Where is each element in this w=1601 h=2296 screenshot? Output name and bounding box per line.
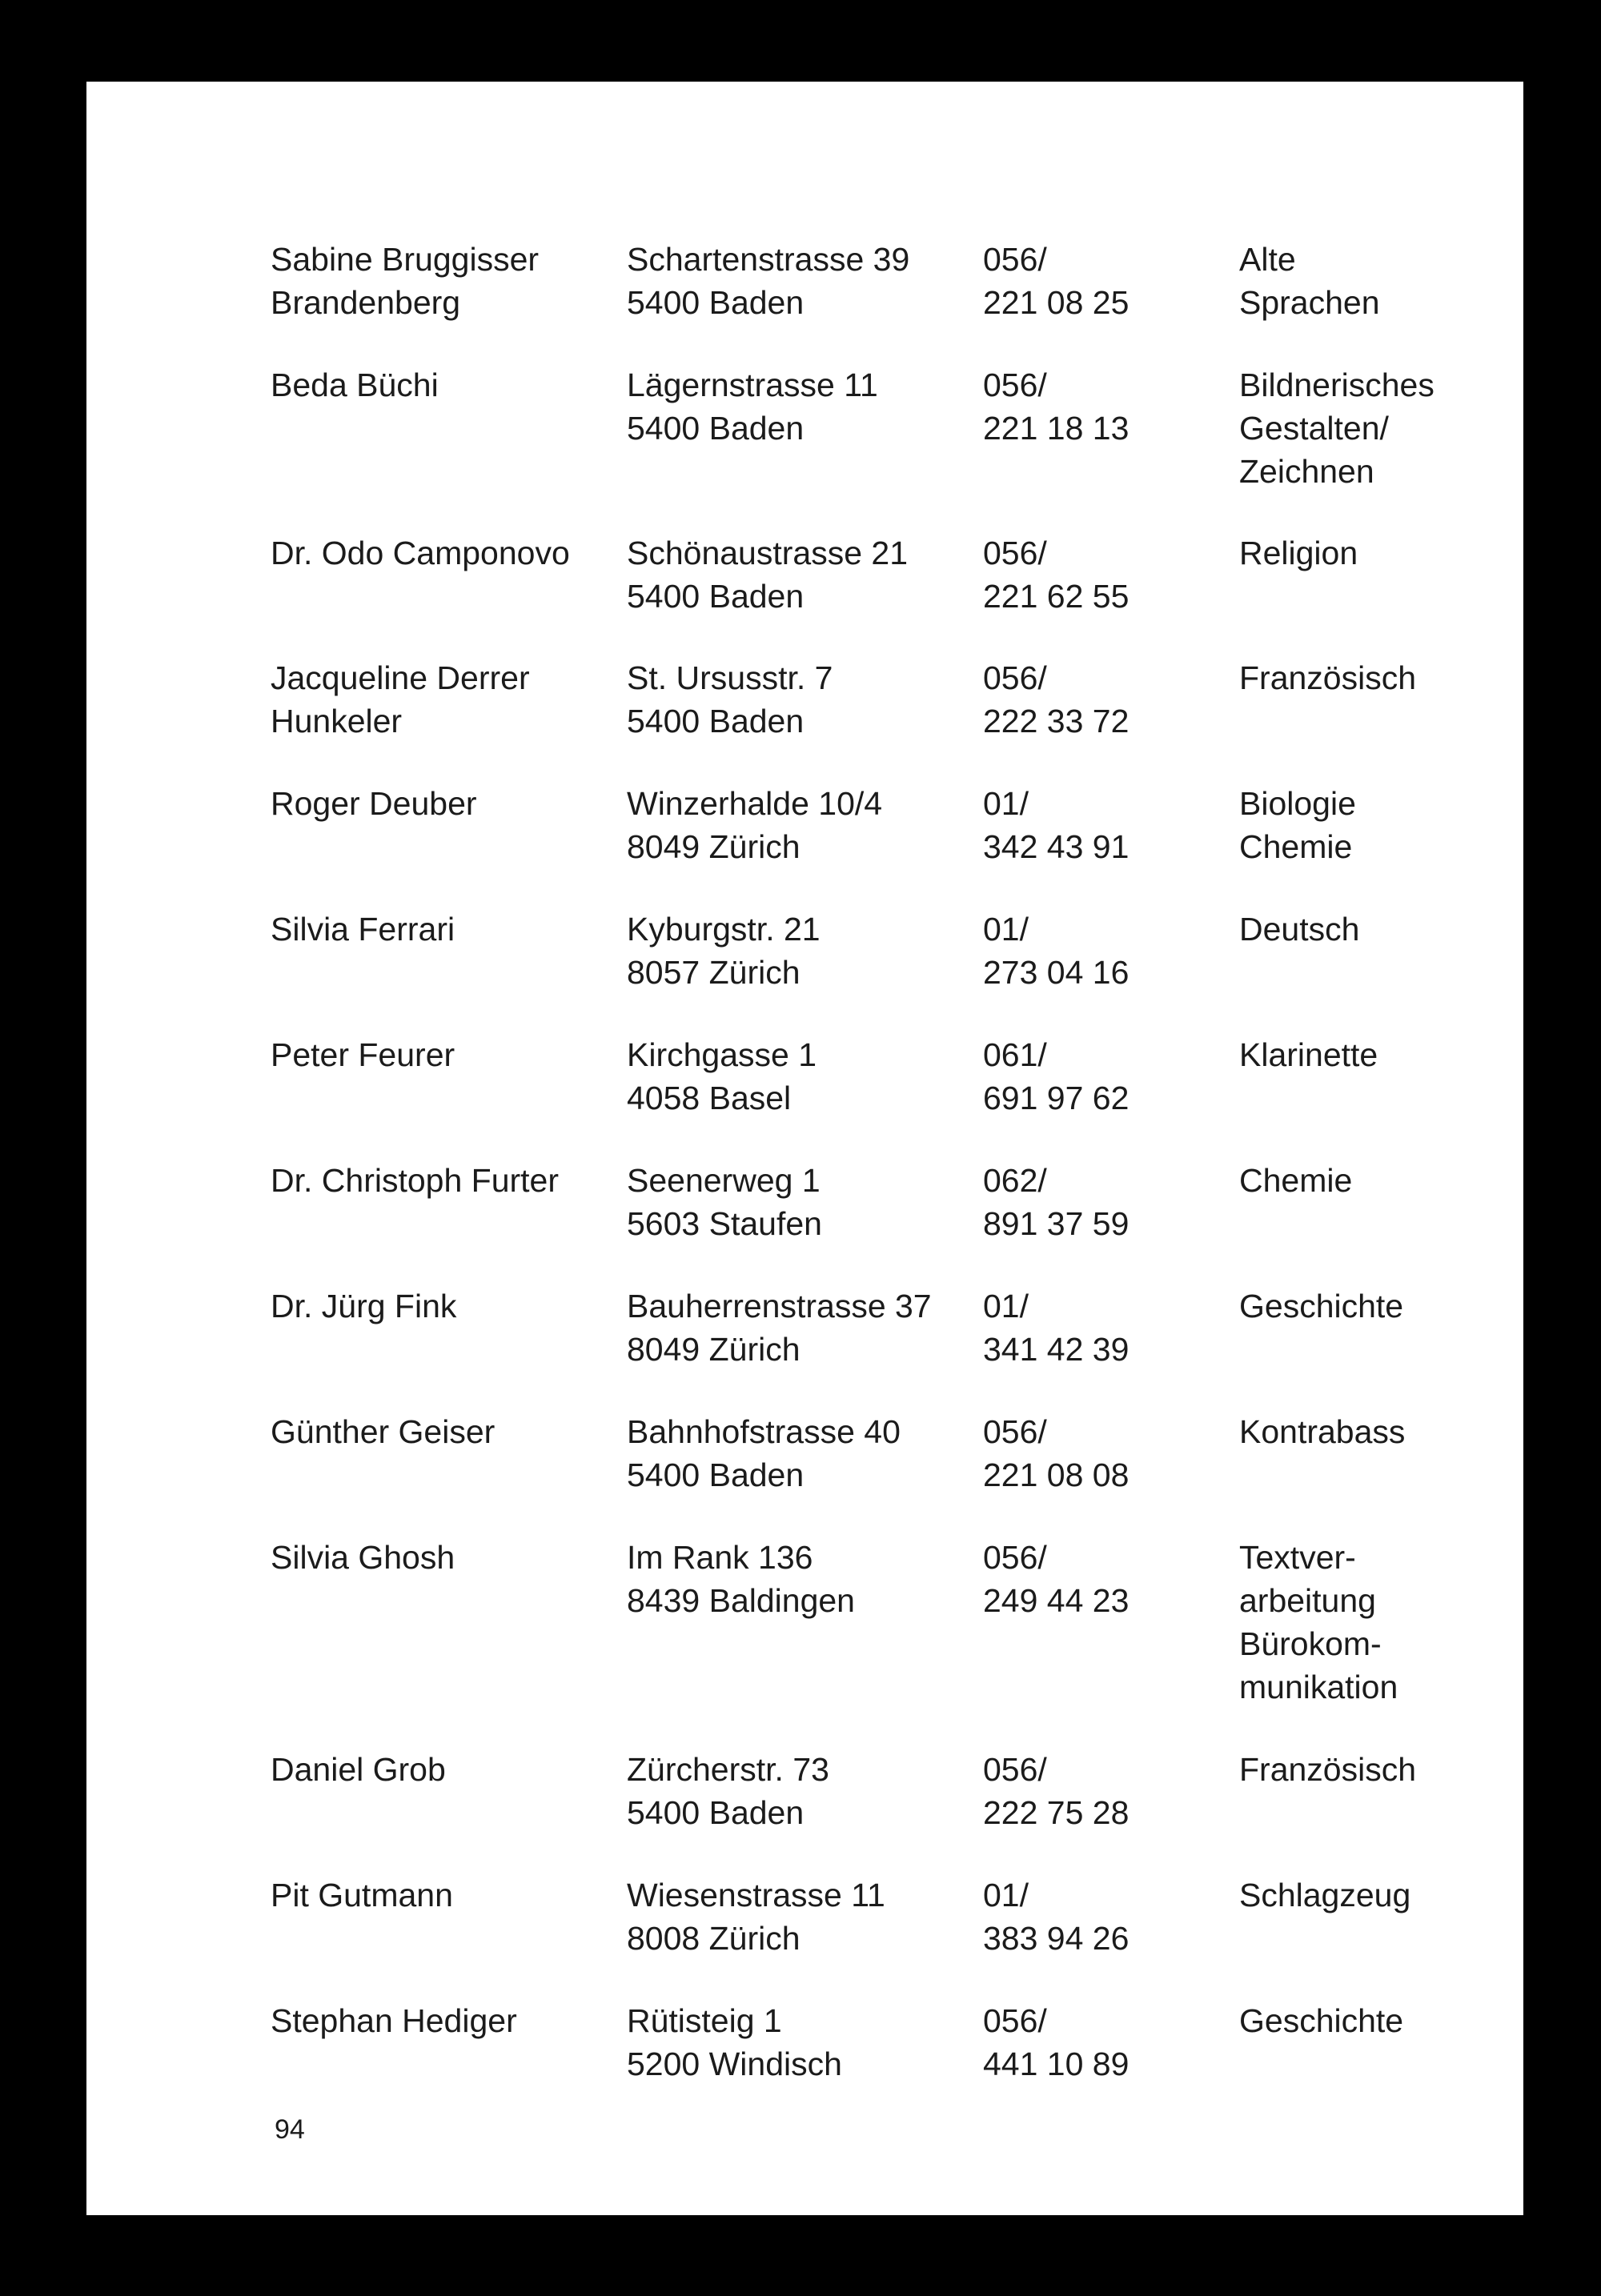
entry-address — [627, 238, 909, 324]
entry-phone — [983, 1748, 1129, 1834]
entry-phone — [983, 1284, 1129, 1371]
entry-subject — [1239, 238, 1380, 324]
entry-phone-line: 056/ — [983, 2002, 1047, 2039]
entry-address-line: Kyburgstr. 21 — [627, 911, 821, 948]
entry-phone — [983, 1159, 1129, 1245]
document-page — [86, 82, 1523, 2215]
entry-phone-line: 01/ — [983, 911, 1029, 948]
entry-subject-line: Gestalten/ — [1239, 410, 1389, 447]
entry-phone — [983, 782, 1129, 868]
entry-name-line: Brandenberg — [271, 284, 461, 321]
entry-address-line: Im Rank 136 — [627, 1539, 813, 1576]
entry-phone-line: 061/ — [983, 1036, 1047, 1073]
entry-subject-line: Religion — [1239, 535, 1358, 571]
entry-phone-line: 056/ — [983, 659, 1047, 696]
entry-name — [271, 782, 477, 825]
entry-address-line: Bahnhofstrasse 40 — [627, 1413, 901, 1450]
entry-subject — [1239, 656, 1416, 699]
entry-phone-line: 056/ — [983, 1539, 1047, 1576]
entry-subject — [1239, 1999, 1403, 2042]
entry-phone-line: 221 08 25 — [983, 284, 1130, 321]
entry-name-line: Pit Gutmann — [271, 1877, 453, 1913]
entry-phone-line: 222 33 72 — [983, 703, 1130, 739]
entry-subject — [1239, 1873, 1410, 1917]
entry-subject-line: arbeitung — [1239, 1582, 1376, 1619]
entry-subject-line: Schlagzeug — [1239, 1877, 1411, 1913]
entry-address-line: Seenerweg 1 — [627, 1162, 821, 1199]
entry-phone-line: 691 97 62 — [983, 1080, 1130, 1116]
entry-subject-line: Kontrabass — [1239, 1413, 1406, 1450]
entry-address-line: Schartenstrasse 39 — [627, 241, 910, 278]
entry-phone-line: 056/ — [983, 535, 1047, 571]
entry-address-line: 5400 Baden — [627, 410, 805, 447]
entry-address — [627, 1159, 822, 1245]
entry-phone — [983, 1873, 1129, 1960]
entry-phone-line: 221 08 08 — [983, 1457, 1130, 1493]
entry-phone-line: 056/ — [983, 241, 1047, 278]
entry-address-line: 8049 Zürich — [627, 828, 800, 865]
entry-address-line: Rütisteig 1 — [627, 2002, 782, 2039]
entry-name — [271, 363, 439, 407]
entry-address-line: 4058 Basel — [627, 1080, 792, 1116]
entry-subject-line: munikation — [1239, 1669, 1398, 1705]
entry-address-line: 5400 Baden — [627, 1794, 805, 1831]
entry-address-line: Wiesenstrasse 11 — [627, 1877, 885, 1913]
entry-subject — [1239, 782, 1356, 868]
entry-address — [627, 1748, 829, 1834]
entry-address — [627, 782, 882, 868]
entry-address-line: Schönaustrasse 21 — [627, 535, 909, 571]
entry-phone-line: 249 44 23 — [983, 1582, 1130, 1619]
entry-address — [627, 1536, 855, 1622]
entry-subject-line: Alte — [1239, 241, 1296, 278]
entry-phone — [983, 908, 1129, 994]
entry-name — [271, 1873, 453, 1917]
entry-name — [271, 1536, 455, 1579]
entry-address — [627, 656, 833, 743]
entry-phone-line: 341 42 39 — [983, 1331, 1130, 1368]
entry-phone — [983, 363, 1129, 450]
entry-address-line: 5200 Windisch — [627, 2046, 842, 2082]
entry-phone — [983, 1033, 1129, 1120]
entry-subject — [1239, 1748, 1416, 1791]
entry-subject — [1239, 1033, 1378, 1076]
entry-address — [627, 363, 878, 450]
entry-name-line: Silvia Ghosh — [271, 1539, 455, 1576]
entry-address-line: St. Ursusstr. 7 — [627, 659, 833, 696]
entry-address-line: 5400 Baden — [627, 703, 805, 739]
entry-phone — [983, 238, 1129, 324]
entry-address — [627, 1873, 885, 1960]
entry-phone — [983, 1999, 1129, 2086]
entry-address-line: 8049 Zürich — [627, 1331, 800, 1368]
entry-address-line: 8439 Baldingen — [627, 1582, 855, 1619]
entry-address — [627, 531, 908, 618]
entry-address-line: 5400 Baden — [627, 284, 805, 321]
entry-name-line: Dr. Christoph Furter — [271, 1162, 559, 1199]
entry-subject-line: Französisch — [1239, 659, 1417, 696]
entry-name-line: Dr. Jürg Fink — [271, 1288, 457, 1324]
entry-address-line: 5400 Baden — [627, 1457, 805, 1493]
entry-subject — [1239, 363, 1434, 493]
entry-address — [627, 1410, 901, 1497]
entry-address-line: Bauherrenstrasse 37 — [627, 1288, 932, 1324]
entry-phone-line: 222 75 28 — [983, 1794, 1130, 1831]
entry-name-line: Beda Büchi — [271, 367, 439, 403]
entry-phone-line: 01/ — [983, 1288, 1029, 1324]
entry-subject-line: Klarinette — [1239, 1036, 1378, 1073]
entry-phone-line: 441 10 89 — [983, 2046, 1130, 2082]
entry-name — [271, 531, 570, 575]
entry-phone-line: 056/ — [983, 1413, 1047, 1450]
entry-address — [627, 1999, 842, 2086]
entry-address-line: 8057 Zürich — [627, 954, 800, 991]
entry-name — [271, 1410, 495, 1453]
entry-address-line: 5400 Baden — [627, 578, 805, 615]
entry-address — [627, 908, 821, 994]
entry-phone-line: 056/ — [983, 1751, 1047, 1788]
entry-address-line: 8008 Zürich — [627, 1920, 800, 1957]
entry-address — [627, 1033, 817, 1120]
entry-subject-line: Chemie — [1239, 828, 1353, 865]
entry-phone — [983, 1536, 1129, 1622]
entry-subject — [1239, 1159, 1352, 1202]
entry-phone-line: 221 18 13 — [983, 410, 1130, 447]
entry-name-line: Dr. Odo Camponovo — [271, 535, 570, 571]
entry-subject-line: Geschichte — [1239, 1288, 1404, 1324]
entry-phone-line: 891 37 59 — [983, 1205, 1130, 1242]
entry-name-line: Peter Feurer — [271, 1036, 455, 1073]
entry-subject-line: Deutsch — [1239, 911, 1360, 948]
entry-address-line: Kirchgasse 1 — [627, 1036, 817, 1073]
entry-address-line: 5603 Staufen — [627, 1205, 822, 1242]
entry-phone-line: 221 62 55 — [983, 578, 1130, 615]
entry-name — [271, 1748, 446, 1791]
entry-subject — [1239, 1410, 1405, 1453]
entry-subject — [1239, 1536, 1398, 1709]
entry-phone — [983, 1410, 1129, 1497]
entry-name — [271, 908, 455, 951]
entry-subject — [1239, 908, 1359, 951]
entry-address-line: Lägernstrasse 11 — [627, 367, 878, 403]
entry-phone-line: 056/ — [983, 367, 1047, 403]
entry-name-line: Jacqueline Derrer — [271, 659, 530, 696]
entry-name-line: Hunkeler — [271, 703, 403, 739]
entry-subject — [1239, 1284, 1403, 1328]
entry-phone-line: 01/ — [983, 785, 1029, 822]
entry-phone-line: 062/ — [983, 1162, 1047, 1199]
entry-name — [271, 1999, 517, 2042]
entry-subject-line: Biologie — [1239, 785, 1356, 822]
entry-name-line: Stephan Hediger — [271, 2002, 517, 2039]
entry-name-line: Silvia Ferrari — [271, 911, 455, 948]
entry-name — [271, 238, 539, 324]
entry-name — [271, 1033, 455, 1076]
entry-name-line: Roger Deuber — [271, 785, 477, 822]
entry-subject-line: Französisch — [1239, 1751, 1417, 1788]
entry-name — [271, 1284, 456, 1328]
entry-name — [271, 1159, 559, 1202]
entry-phone-line: 273 04 16 — [983, 954, 1130, 991]
entry-subject-line: Textver- — [1239, 1539, 1356, 1576]
entry-phone — [983, 531, 1129, 618]
entry-name-line: Günther Geiser — [271, 1413, 496, 1450]
entry-subject-line: Geschichte — [1239, 2002, 1404, 2039]
entry-subject-line: Bürokom- — [1239, 1625, 1382, 1662]
entry-subject-line: Bildnerisches — [1239, 367, 1434, 403]
entry-name-line: Sabine Bruggisser — [271, 241, 540, 278]
entry-address-line: Winzerhalde 10/4 — [627, 785, 883, 822]
entry-address-line: Zürcherstr. 73 — [627, 1751, 829, 1788]
entry-phone — [983, 656, 1129, 743]
entry-phone-line: 383 94 26 — [983, 1920, 1130, 1957]
entry-subject-line: Chemie — [1239, 1162, 1353, 1199]
entry-name — [271, 656, 530, 743]
page-number: 94 — [275, 2114, 305, 2145]
entry-subject-line: Zeichnen — [1239, 453, 1374, 490]
entry-subject — [1239, 531, 1358, 575]
entry-phone-line: 342 43 91 — [983, 828, 1130, 865]
entry-subject-line: Sprachen — [1239, 284, 1380, 321]
entry-address — [627, 1284, 932, 1371]
entry-name-line: Daniel Grob — [271, 1751, 446, 1788]
entry-phone-line: 01/ — [983, 1877, 1029, 1913]
